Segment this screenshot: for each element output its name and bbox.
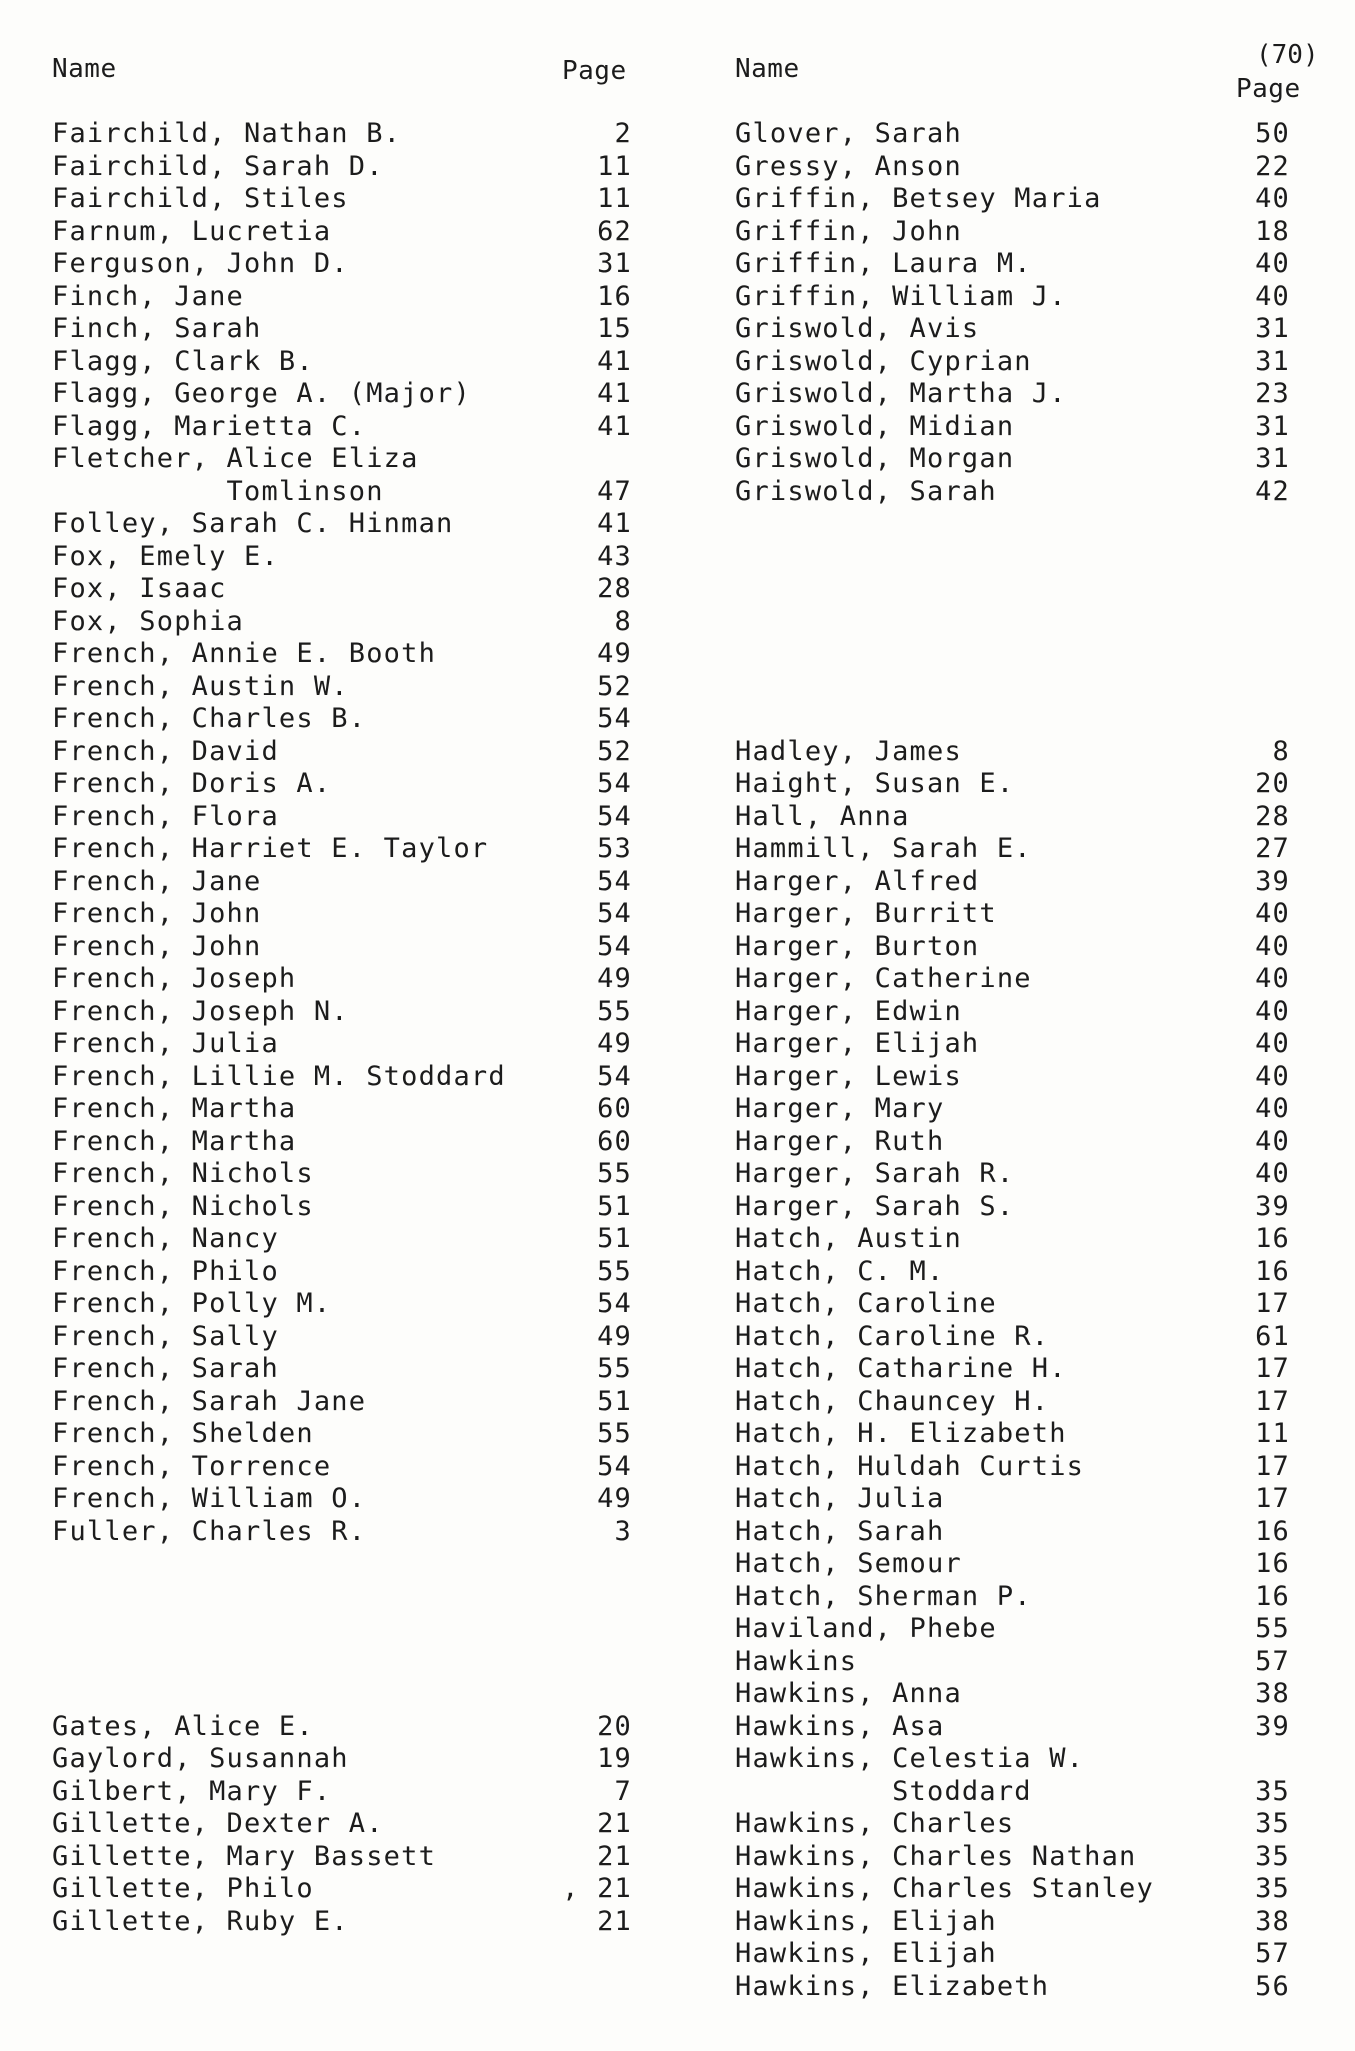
entry-name: Hawkins, Charles Nathan <box>735 1840 1137 1872</box>
entry-name: Gillette, Dexter A. <box>52 1808 384 1839</box>
entry-name: Hatch, Huldah Curtis <box>735 1450 1085 1482</box>
entry-page: 41 <box>597 378 632 409</box>
entry-page: 54 <box>597 1450 632 1482</box>
entry-name: Haviland, Phebe <box>735 1613 997 1644</box>
entry-page: 41 <box>597 345 632 377</box>
entry-name: French, Julia <box>52 1028 279 1059</box>
entry-page: 54 <box>597 865 632 897</box>
entry-name: Harger, Sarah S. <box>735 1190 1015 1222</box>
entry-name: French, Annie E. Booth <box>52 638 437 669</box>
entry-page: 22 <box>1255 150 1290 182</box>
entry-name: Hawkins, Elijah <box>735 1938 997 1969</box>
entry-page: 17 <box>1255 1450 1290 1482</box>
entry-page: 16 <box>597 280 632 312</box>
entry-page: 11 <box>1255 1418 1290 1449</box>
entry-name: Hall, Anna <box>735 800 910 832</box>
entry-name: Harger, Mary <box>735 1093 945 1124</box>
right-page-header: Page <box>1236 74 1301 104</box>
entry-name: Finch, Sarah <box>52 313 262 344</box>
entry-page: 18 <box>1255 215 1290 247</box>
entry-name: French, Joseph N. <box>52 995 349 1027</box>
entry-page: 16 <box>1255 1223 1290 1254</box>
entry-page: 60 <box>597 1093 632 1124</box>
entry-page: 7 <box>614 1775 632 1807</box>
entry-page: 42 <box>1255 475 1290 507</box>
entry-name: Griswold, Midian <box>735 410 1015 442</box>
right-name-header: Name <box>735 54 800 84</box>
entry-page: 49 <box>597 638 632 669</box>
entry-page: 2 <box>614 118 632 149</box>
entry-name: Harger, Edwin <box>735 995 962 1027</box>
entry-page: 17 <box>1255 1288 1290 1319</box>
entry-name: Fletcher, Alice Eliza <box>52 443 419 474</box>
entry-name: Fox, Emely E. <box>52 540 279 572</box>
entry-page: 11 <box>597 150 632 182</box>
entry-name: Griswold, Cyprian <box>735 345 1032 377</box>
entry-page: 55 <box>597 1418 632 1449</box>
entry-name: French, Lillie M. Stoddard <box>52 1060 506 1092</box>
entry-name: French, Sarah Jane <box>52 1385 367 1417</box>
entry-page: 49 <box>597 1320 632 1352</box>
entry-name: French, Polly M. <box>52 1288 332 1319</box>
entry-name: Hawkins, Anna <box>735 1678 962 1709</box>
entry-name: French, Nancy <box>52 1223 279 1254</box>
entry-page: 49 <box>597 1483 632 1514</box>
entry-name: Fuller, Charles R. <box>52 1515 367 1547</box>
entry-page: 54 <box>597 898 632 929</box>
entry-page: 40 <box>1255 1093 1290 1124</box>
entry-page: 40 <box>1255 1060 1290 1092</box>
entry-name: Fairchild, Stiles <box>52 183 349 214</box>
entry-page: 17 <box>1255 1483 1290 1514</box>
left-name-header: Name <box>52 54 117 84</box>
entry-page: 50 <box>1255 118 1290 149</box>
entry-page: 3 <box>614 1515 632 1547</box>
entry-page: 28 <box>1255 800 1290 832</box>
entry-name: Hammill, Sarah E. <box>735 833 1032 864</box>
entry-page: 35 <box>1255 1873 1290 1904</box>
entry-name: Fairchild, Sarah D. <box>52 150 384 182</box>
entry-name: French, Sarah <box>52 1353 279 1384</box>
entry-page: 16 <box>1255 1255 1290 1287</box>
entry-page: 40 <box>1255 248 1290 279</box>
entry-name: French, Joseph <box>52 963 297 994</box>
entry-page: , 21 <box>562 1873 632 1904</box>
entry-page: 15 <box>597 313 632 344</box>
entry-page: 60 <box>597 1125 632 1157</box>
entry-page: 55 <box>597 995 632 1027</box>
entry-page: 8 <box>1272 735 1290 767</box>
entry-name: Fairchild, Nathan B. <box>52 118 402 149</box>
entry-name: Farnum, Lucretia <box>52 215 332 247</box>
entry-page: 16 <box>1255 1515 1290 1547</box>
entry-page: 11 <box>597 183 632 214</box>
entry-name: Gillette, Mary Bassett <box>52 1840 437 1872</box>
entry-page: 54 <box>597 1060 632 1092</box>
entry-page: 52 <box>597 735 632 767</box>
entry-name: Hawkins, Elijah <box>735 1905 997 1937</box>
entry-page: 54 <box>597 703 632 734</box>
entry-name: Gressy, Anson <box>735 150 962 182</box>
entry-name: Hatch, Sherman P. <box>735 1580 1032 1612</box>
entry-page: 38 <box>1255 1678 1290 1709</box>
entry-page: 31 <box>1255 313 1290 344</box>
entry-name: French, John <box>52 930 262 962</box>
entry-page: 39 <box>1255 1710 1290 1742</box>
entry-name: Hatch, H. Elizabeth <box>735 1418 1067 1449</box>
entry-page: 39 <box>1255 865 1290 897</box>
entry-page: 31 <box>1255 345 1290 377</box>
entry-page: 41 <box>597 508 632 539</box>
entry-name: Hatch, Chauncey H. <box>735 1385 1050 1417</box>
entry-page: 35 <box>1255 1775 1290 1807</box>
entry-name: Haight, Susan E. <box>735 768 1015 799</box>
entry-name: French, Shelden <box>52 1418 314 1449</box>
entry-page: 39 <box>1255 1190 1290 1222</box>
entry-name: Griffin, John <box>735 215 962 247</box>
entry-name: Harger, Alfred <box>735 865 980 897</box>
entry-name: Hatch, Austin <box>735 1223 962 1254</box>
entry-name: Griswold, Avis <box>735 313 980 344</box>
entry-name: Gilbert, Mary F. <box>52 1775 332 1807</box>
entry-page: 31 <box>597 248 632 279</box>
entry-name: Hawkins, Charles <box>735 1808 1015 1839</box>
entry-page: 54 <box>597 930 632 962</box>
entry-name: Tomlinson <box>52 475 384 507</box>
entry-name: Stoddard <box>735 1775 1032 1807</box>
entry-page: 51 <box>597 1385 632 1417</box>
entry-page: 49 <box>597 963 632 994</box>
entry-page: 35 <box>1255 1840 1290 1872</box>
entry-name: French, Nichols <box>52 1158 314 1189</box>
entry-name: French, Flora <box>52 800 279 832</box>
entry-name: French, Harriet E. Taylor <box>52 833 489 864</box>
entry-page: 17 <box>1255 1385 1290 1417</box>
entry-page: 16 <box>1255 1580 1290 1612</box>
entry-name: Hawkins <box>735 1645 858 1677</box>
entry-page: 19 <box>597 1743 632 1774</box>
entry-page: 8 <box>614 605 632 637</box>
entry-page: 40 <box>1255 1125 1290 1157</box>
entry-page: 55 <box>1255 1613 1290 1644</box>
entry-page: 21 <box>597 1840 632 1872</box>
entry-name: Fox, Sophia <box>52 605 245 637</box>
entry-page: 51 <box>597 1223 632 1254</box>
entry-page: 20 <box>597 1710 632 1742</box>
entry-name: Gillette, Ruby E. <box>52 1905 349 1937</box>
entry-name: Gillette, Philo <box>52 1873 314 1904</box>
entry-name: Flagg, Clark B. <box>52 345 314 377</box>
entry-name: Harger, Ruth <box>735 1125 945 1157</box>
entry-page: 47 <box>597 475 632 507</box>
entry-page: 21 <box>597 1905 632 1937</box>
entry-page: 23 <box>1255 378 1290 409</box>
entry-name: Flagg, Marietta C. <box>52 410 367 442</box>
entry-name: Hawkins, Charles Stanley <box>735 1873 1154 1904</box>
entry-name: French, David <box>52 735 279 767</box>
entry-name: Hatch, Julia <box>735 1483 945 1514</box>
entry-name: Harger, Sarah R. <box>735 1158 1015 1189</box>
entry-page: 20 <box>1255 768 1290 799</box>
entry-page: 53 <box>597 833 632 864</box>
entry-name: Harger, Catherine <box>735 963 1032 994</box>
entry-page: 49 <box>597 1028 632 1059</box>
entry-page: 16 <box>1255 1548 1290 1579</box>
entry-name: Hatch, Sarah <box>735 1515 945 1547</box>
entry-name: French, Austin W. <box>52 670 349 702</box>
entry-page: 54 <box>597 768 632 799</box>
entry-name: Hatch, Semour <box>735 1548 962 1579</box>
entry-name: Griswold, Morgan <box>735 443 1015 474</box>
entry-name: Griffin, William J. <box>735 280 1067 312</box>
entry-name: Harger, Lewis <box>735 1060 962 1092</box>
entry-name: French, Sally <box>52 1320 279 1352</box>
entry-page: 28 <box>597 573 632 604</box>
entry-page: 57 <box>1255 1938 1290 1969</box>
entry-page: 51 <box>597 1190 632 1222</box>
entry-name: French, William O. <box>52 1483 367 1514</box>
entry-page: 61 <box>1255 1320 1290 1352</box>
entry-page: 31 <box>1255 443 1290 474</box>
entry-name: Folley, Sarah C. Hinman <box>52 508 454 539</box>
entry-page: 62 <box>597 215 632 247</box>
entry-name: Griffin, Laura M. <box>735 248 1032 279</box>
entry-name: French, Doris A. <box>52 768 332 799</box>
entry-name: French, Philo <box>52 1255 279 1287</box>
entry-page: 35 <box>1255 1808 1290 1839</box>
entry-name: Fox, Isaac <box>52 573 227 604</box>
entry-name: Hawkins, Celestia W. <box>735 1743 1085 1774</box>
entry-page: 21 <box>597 1808 632 1839</box>
entry-name: Hawkins, Elizabeth <box>735 1970 1050 2002</box>
entry-page: 54 <box>597 1288 632 1319</box>
entry-page: 40 <box>1255 1028 1290 1059</box>
entry-page: 40 <box>1255 1158 1290 1189</box>
entry-page: 55 <box>597 1255 632 1287</box>
entry-page: 38 <box>1255 1905 1290 1937</box>
entry-name: French, Nichols <box>52 1190 314 1222</box>
entry-name: Griswold, Sarah <box>735 475 997 507</box>
entry-name: French, Charles B. <box>52 703 367 734</box>
entry-name: Ferguson, John D. <box>52 248 349 279</box>
entry-name: Hawkins, Asa <box>735 1710 945 1742</box>
left-page-header: Page <box>562 56 627 86</box>
entry-name: French, Martha <box>52 1093 297 1124</box>
entry-name: Hatch, Caroline R. <box>735 1320 1050 1352</box>
entry-name: Harger, Burritt <box>735 898 997 929</box>
entry-page: 43 <box>597 540 632 572</box>
entry-name: Hatch, Catharine H. <box>735 1353 1067 1384</box>
entry-name: Glover, Sarah <box>735 118 962 149</box>
entry-name: French, Torrence <box>52 1450 332 1482</box>
entry-page: 52 <box>597 670 632 702</box>
entry-page: 40 <box>1255 898 1290 929</box>
entry-page: 55 <box>597 1158 632 1189</box>
entry-name: Hadley, James <box>735 735 962 767</box>
entry-name: French, John <box>52 898 262 929</box>
entry-name: French, Jane <box>52 865 262 897</box>
entry-page: 40 <box>1255 995 1290 1027</box>
entry-name: Griffin, Betsey Maria <box>735 183 1102 214</box>
entry-name: Harger, Burton <box>735 930 980 962</box>
entry-name: Hatch, Caroline <box>735 1288 997 1319</box>
entry-name: Gates, Alice E. <box>52 1710 314 1742</box>
entry-page: 41 <box>597 410 632 442</box>
entry-page: 17 <box>1255 1353 1290 1384</box>
entry-name: Griswold, Martha J. <box>735 378 1067 409</box>
entry-name: Gaylord, Susannah <box>52 1743 349 1774</box>
entry-page: 54 <box>597 800 632 832</box>
page-number: (70) <box>1256 40 1319 70</box>
entry-name: Harger, Elijah <box>735 1028 980 1059</box>
entry-name: Flagg, George A. (Major) <box>52 378 471 409</box>
entry-page: 40 <box>1255 930 1290 962</box>
entry-page: 57 <box>1255 1645 1290 1677</box>
entry-page: 40 <box>1255 280 1290 312</box>
entry-name: Hatch, C. M. <box>735 1255 945 1287</box>
entry-page: 31 <box>1255 410 1290 442</box>
entry-name: Finch, Jane <box>52 280 245 312</box>
entry-page: 55 <box>597 1353 632 1384</box>
entry-page: 40 <box>1255 183 1290 214</box>
entry-page: 27 <box>1255 833 1290 864</box>
entry-page: 40 <box>1255 963 1290 994</box>
entry-name: French, Martha <box>52 1125 297 1157</box>
entry-page: 56 <box>1255 1970 1290 2002</box>
